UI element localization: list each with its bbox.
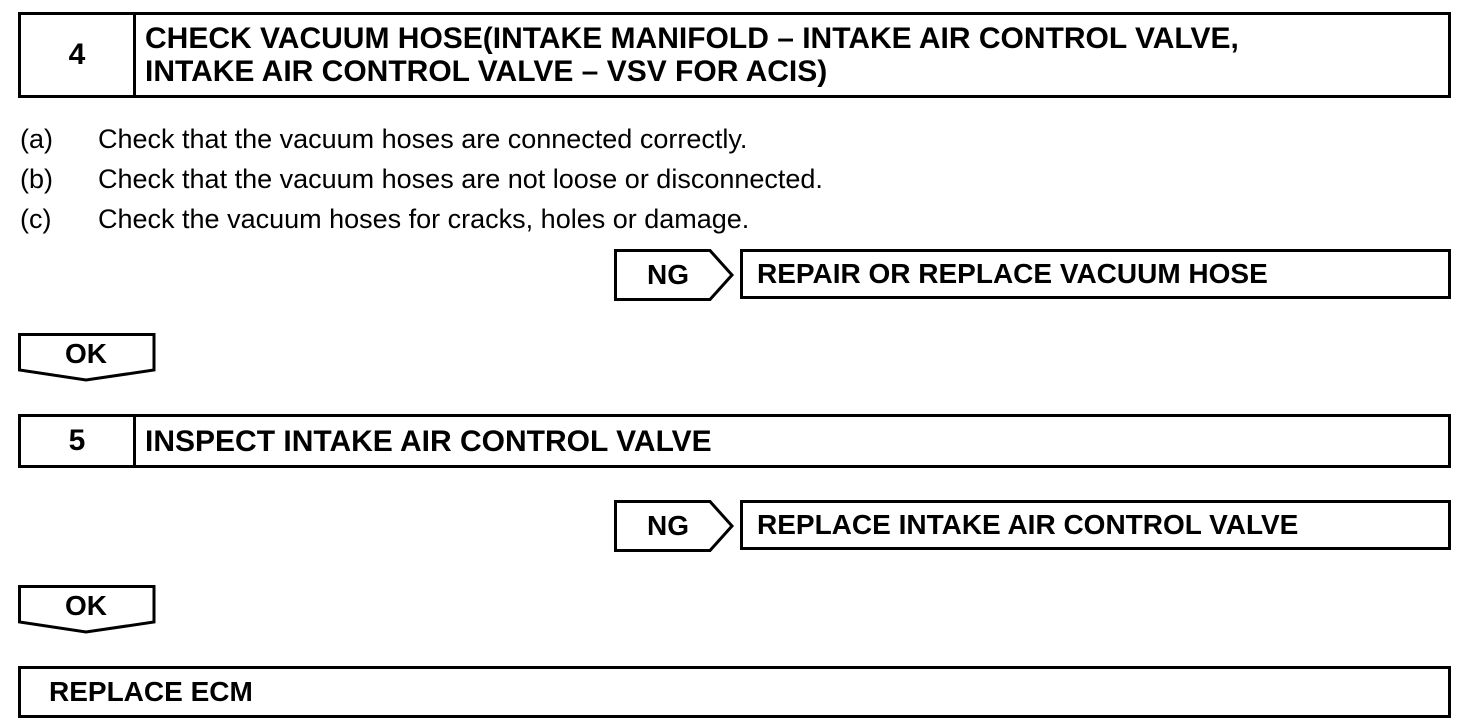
item-text: Check the vacuum hoses for cracks, holes or damage. bbox=[98, 204, 750, 234]
step-title-line: CHECK VACUUM HOSE(INTAKE MANIFOLD – INTAKE AIR CONTROL VALVE, bbox=[145, 22, 1239, 55]
list-item bbox=[20, 124, 747, 155]
ng-label: NG bbox=[647, 259, 689, 290]
list-item bbox=[20, 204, 749, 235]
final-action-box bbox=[18, 666, 1451, 718]
item-label: (b) bbox=[20, 164, 53, 194]
step-5-header bbox=[18, 414, 1451, 468]
ng-action: REPLACE INTAKE AIR CONTROL VALVE bbox=[740, 500, 1451, 550]
item-text: Check that the vacuum hoses are connected correctly. bbox=[98, 124, 748, 154]
step-number: 5 bbox=[21, 417, 136, 465]
item-label: (c) bbox=[20, 204, 52, 234]
ng-marker bbox=[614, 249, 734, 301]
ok-marker bbox=[18, 333, 154, 381]
item-text: Check that the vacuum hoses are not loose or disconnected. bbox=[98, 164, 823, 194]
ok-label: OK bbox=[65, 590, 107, 621]
final-action: REPLACE ECM bbox=[49, 676, 253, 707]
step-title-line: INTAKE AIR CONTROL VALVE – VSV FOR ACIS) bbox=[145, 55, 828, 88]
ok-label: OK bbox=[65, 338, 107, 369]
item-label: (a) bbox=[20, 124, 53, 154]
list-item bbox=[20, 164, 823, 195]
step-number: 4 bbox=[21, 15, 136, 95]
ng-label: NG bbox=[647, 510, 689, 541]
ok-marker bbox=[18, 585, 154, 633]
ng-action: REPAIR OR REPLACE VACUUM HOSE bbox=[740, 249, 1451, 299]
ng-marker bbox=[614, 500, 734, 552]
step-title: INSPECT INTAKE AIR CONTROL VALVE bbox=[145, 424, 712, 458]
step-title bbox=[145, 15, 1438, 95]
step-4-header bbox=[18, 12, 1451, 98]
